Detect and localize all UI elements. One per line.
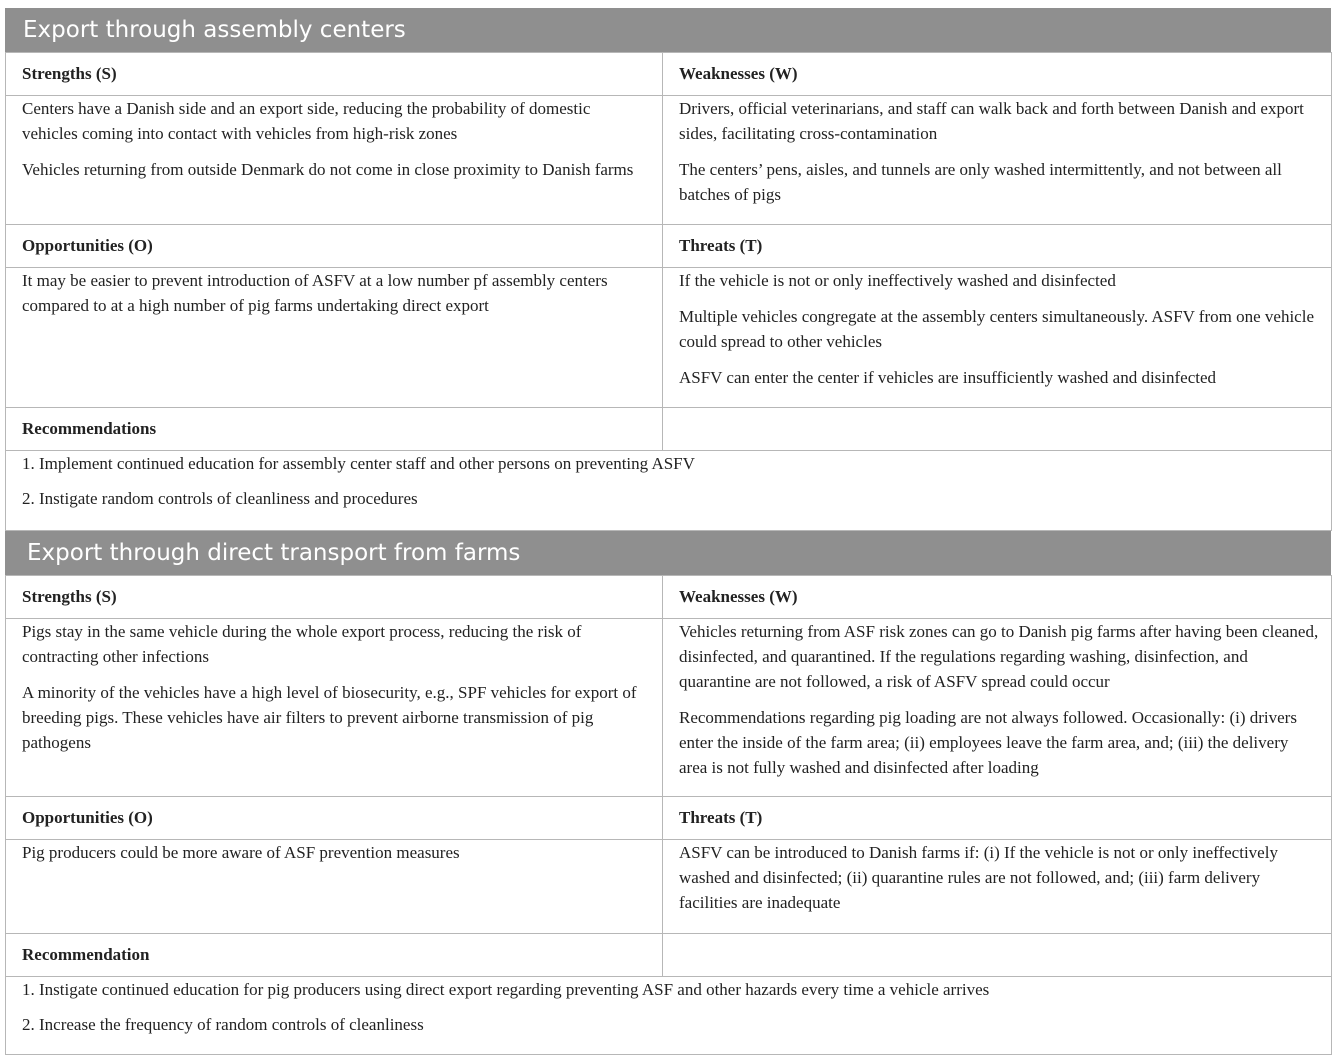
weaknesses-header: Weaknesses (W) [663,53,1332,96]
threat-item: Multiple vehicles congregate at the assembly centers simultaneously. ASFV from one vehicle could spread to other vehicles [679,307,1314,351]
strengths-cell [6,96,663,225]
content-row [6,840,1332,934]
header-row [6,797,1332,840]
content-row [6,268,1332,408]
header-row [6,934,1332,977]
recommendations-header: Recommendations [6,408,663,451]
threat-item: ASFV can be introduced to Danish farms if: (i) If the vehicle is not or only ineffectively washed and disinfected; (ii) quarantine rules are not followed, and; (iii) farm delivery facilities are inadequate [679,843,1278,912]
weakness-item: The centers’ pens, aisles, and tunnels are only washed intermittently, and not between all batches of pigs [679,160,1282,204]
opportunities-header: Opportunities (O) [6,225,663,268]
weakness-item: Drivers, official veterinarians, and staff can walk back and forth between Danish and export sides, facilitating cross-contamination [679,99,1304,143]
strength-item: Centers have a Danish side and an export side, reducing the probability of domestic vehicles coming into contact with vehicles from high-risk zones [22,99,591,143]
strengths-cell [6,619,663,797]
content-row [6,96,1332,225]
header-row [6,576,1332,619]
opportunity-item: It may be easier to prevent introduction of ASFV at a low number pf assembly centers compared to at a high number of pig farms undertaking direct export [22,271,608,315]
weakness-item: Recommendations regarding pig loading are not always followed. Occasionally: (i) drivers enter the inside of the farm area; (ii) employees leave the farm area, and; (iii) the delivery area is not fully washed and disinfected after loading [679,708,1297,777]
header-row [6,225,1332,268]
content-row [6,619,1332,797]
header-row [6,408,1332,451]
recommendations-row [6,451,1332,531]
weaknesses-cell [663,96,1332,225]
recommendation-item: 2. Instigate random controls of cleanliness and procedures [22,489,418,508]
recommendation-item: 2. Increase the frequency of random controls of cleanliness [22,1015,424,1034]
recommendation-item: 1. Implement continued education for assembly center staff and other persons on preventing ASFV [22,454,695,473]
opportunity-item: Pig producers could be more aware of ASF prevention measures [22,843,460,862]
strength-item: Vehicles returning from outside Denmark do not come in close proximity to Danish farms [22,160,634,179]
recommendations-cell [6,977,1332,1055]
swot-document [5,8,1331,1055]
recommendations-cell [6,451,1332,531]
header-row [6,53,1332,96]
threats-cell [663,268,1332,408]
threats-cell [663,840,1332,934]
strength-item: Pigs stay in the same vehicle during the whole export process, reducing the risk of contracting other infections [22,622,582,666]
empty-cell [663,408,1332,451]
opportunities-cell [6,268,663,408]
swot-table [5,575,1332,1055]
opportunities-header: Opportunities (O) [6,797,663,840]
strength-item: A minority of the vehicles have a high level of biosecurity, e.g., SPF vehicles for export of breeding pigs. These vehicles have air filters to prevent airborne transmission of pig pathogens [22,683,637,752]
strengths-header: Strengths (S) [6,576,663,619]
weaknesses-cell [663,619,1332,797]
weakness-item: Vehicles returning from ASF risk zones can go to Danish pig farms after having been cleaned, disinfected, and quarantined. If the regulations regarding washing, disinfection, and quarantine are not followed, a risk of ASFV spread could occur [679,622,1319,691]
threat-item: If the vehicle is not or only ineffectively washed and disinfected [679,271,1116,290]
threats-header: Threats (T) [663,797,1332,840]
recommendations-header: Recommendation [6,934,663,977]
opportunities-cell [6,840,663,934]
section-title: Export through direct transport from farms [5,531,1331,575]
empty-cell [663,934,1332,977]
section-title: Export through assembly centers [5,8,1331,52]
threat-item: ASFV can enter the center if vehicles are insufficiently washed and disinfected [679,368,1217,387]
strengths-header: Strengths (S) [6,53,663,96]
swot-table [5,52,1332,531]
recommendations-row [6,977,1332,1055]
recommendation-item: 1. Instigate continued education for pig producers using direct export regarding preventing ASF and other hazards every time a vehicle arrives [22,980,990,999]
threats-header: Threats (T) [663,225,1332,268]
weaknesses-header: Weaknesses (W) [663,576,1332,619]
